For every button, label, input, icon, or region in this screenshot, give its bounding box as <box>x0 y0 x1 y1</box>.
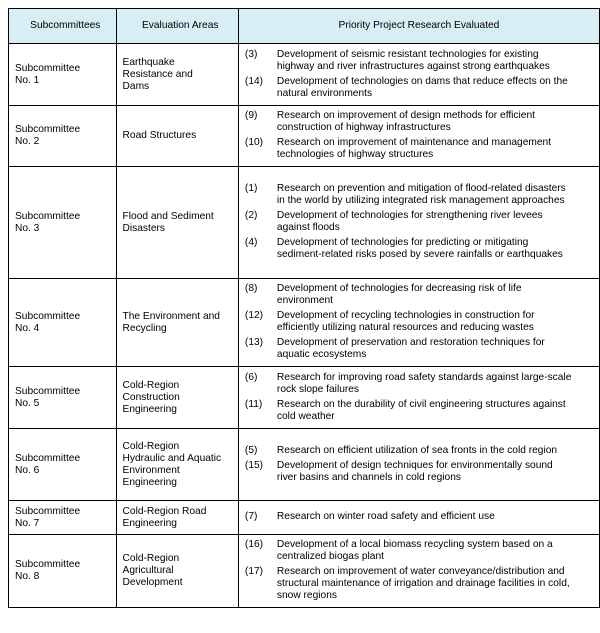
evaluation-area-cell <box>116 106 238 167</box>
research-item-number: (10) <box>244 137 264 148</box>
evaluation-area-cell <box>116 429 238 501</box>
evaluation-area-line: The Environment and <box>122 310 220 322</box>
research-list-cell <box>238 367 599 429</box>
research-item-text <box>277 511 593 523</box>
research-item-line: cold weather <box>276 410 335 422</box>
research-item-line: snow regions <box>276 590 337 601</box>
subcommittee-cell <box>9 44 117 106</box>
research-item <box>245 399 593 423</box>
subcommittee-cell <box>9 501 117 535</box>
research-item-number: (2) <box>244 210 258 221</box>
subcommittee-cell <box>9 167 117 279</box>
research-item <box>245 511 593 523</box>
research-item-line: environment <box>276 295 333 306</box>
research-item-text <box>277 76 593 100</box>
evaluation-area-line: Development <box>122 577 183 588</box>
research-item <box>245 460 593 484</box>
evaluation-area-line: Cold-Region <box>122 553 180 564</box>
research-item-number: (4) <box>244 237 258 248</box>
subcommittee-line: Subcommittee <box>15 385 81 397</box>
subcommittee-line: Subcommittee <box>15 505 81 517</box>
subcommittee-line: Subcommittee <box>15 62 81 74</box>
research-item-number: (14) <box>244 75 264 87</box>
table-row <box>9 167 600 279</box>
subcommittee-line: Subcommittee <box>15 559 81 570</box>
research-item-text <box>277 49 593 73</box>
evaluation-area-line: Construction <box>122 391 180 403</box>
subcommittee-line: Subcommittee <box>15 124 81 135</box>
research-list-cell <box>238 44 599 106</box>
research-item-line: Research on winter road safety and efficient use <box>276 511 495 522</box>
research-item-number: (17) <box>244 566 264 577</box>
evaluation-area-cell <box>116 501 238 535</box>
evaluation-table <box>8 8 600 608</box>
research-item-text <box>277 137 593 161</box>
research-item <box>245 137 593 161</box>
research-item-line: Research for improving road safety standards against large-scale <box>276 371 572 383</box>
subcommittee-line: Subcommittee <box>15 452 81 464</box>
research-item <box>245 337 593 361</box>
table-row <box>9 501 600 535</box>
research-item-line: aquatic ecosystems <box>276 349 367 360</box>
subcommittee-line: No. 3 <box>15 222 40 234</box>
research-item <box>245 49 593 73</box>
research-item-text <box>277 566 593 602</box>
research-item <box>245 110 593 134</box>
research-item-line: Research on improvement of maintenance and management <box>276 137 552 148</box>
research-item-text <box>277 210 593 234</box>
research-item-text <box>277 283 593 307</box>
subcommittee-line: No. 6 <box>15 464 40 476</box>
research-item-line: river basins and channels in cold regions <box>276 471 461 483</box>
header-priority-research: Priority Project Research Evaluated <box>238 9 599 44</box>
research-item-text <box>277 310 593 334</box>
header-evaluation-areas: Evaluation Areas <box>116 9 238 44</box>
research-item-line: Development of technologies for strengthening river levees <box>276 210 543 221</box>
research-item <box>245 539 593 563</box>
research-item <box>245 445 593 457</box>
research-item-line: construction of highway infrastructures <box>276 122 451 133</box>
research-item-number: (16) <box>244 539 264 550</box>
subcommittee-cell <box>9 106 117 167</box>
evaluation-area-line: Agricultural <box>122 565 174 576</box>
table-row <box>9 279 600 367</box>
research-item <box>245 283 593 307</box>
subcommittee-line: No. 4 <box>15 322 40 334</box>
subcommittee-cell <box>9 367 117 429</box>
subcommittee-cell <box>9 279 117 367</box>
research-item-line: Development of preservation and restoration techniques for <box>276 337 545 348</box>
evaluation-area-line: Hydraulic and Aquatic <box>122 452 222 464</box>
research-item-line: Research on efficient utilization of sea fronts in the cold region <box>276 444 558 456</box>
research-item-text <box>277 372 593 396</box>
evaluation-area-cell <box>116 367 238 429</box>
research-item-line: Research on improvement of design methods for efficient <box>276 110 535 121</box>
subcommittee-line: No. 1 <box>15 74 40 86</box>
research-item <box>245 183 593 207</box>
research-item-line: highway and river infrastructures against strong earthquakes <box>276 60 550 72</box>
research-item-line: Development of technologies for decreasing risk of life <box>276 283 522 294</box>
research-item-line: Development of recycling technologies in construction for <box>276 310 535 321</box>
evaluation-area-line: Road Structures <box>122 130 197 141</box>
research-item-line: Research on prevention and mitigation of flood-related disasters <box>276 183 566 194</box>
research-item-text <box>277 460 593 484</box>
table-row <box>9 429 600 501</box>
research-list-cell <box>238 429 599 501</box>
research-item-text <box>277 337 593 361</box>
research-item-number: (13) <box>244 337 264 348</box>
research-list-cell <box>238 535 599 608</box>
research-item-line: natural environments <box>276 87 373 99</box>
research-item <box>245 237 593 261</box>
research-item-number: (5) <box>244 444 258 456</box>
research-item-line: rock slope failures <box>276 383 360 395</box>
evaluation-area-cell <box>116 44 238 106</box>
research-item-text <box>277 110 593 134</box>
research-item-number: (6) <box>244 371 258 383</box>
evaluation-area-cell <box>116 279 238 367</box>
subcommittee-line: No. 8 <box>15 571 40 582</box>
research-item-number: (1) <box>244 183 258 194</box>
evaluation-area-line: Cold-Region <box>122 379 180 391</box>
research-item-line: Research on improvement of water conveyance/distribution and <box>276 566 565 577</box>
research-item-text <box>277 399 593 423</box>
research-item <box>245 566 593 602</box>
research-item-line: Development of design techniques for environmentally sound <box>276 459 553 471</box>
table-row <box>9 535 600 608</box>
research-list-cell <box>238 501 599 535</box>
research-item-line: centralized biogas plant <box>276 551 384 562</box>
research-item <box>245 210 593 234</box>
subcommittee-line: Subcommittee <box>15 310 81 322</box>
evaluation-area-line: Engineering <box>122 476 177 488</box>
research-item-line: efficiently utilizing natural resources and reducing wastes <box>276 322 534 333</box>
research-item-line: Research on the durability of civil engineering structures against <box>276 398 566 410</box>
evaluation-area-line: Flood and Sediment <box>122 210 214 222</box>
evaluation-area-line: Recycling <box>122 322 167 334</box>
header-row <box>9 9 600 44</box>
evaluation-area-line: Cold-Region <box>122 440 180 452</box>
evaluation-area-line: Dams <box>122 80 150 92</box>
research-list-cell <box>238 106 599 167</box>
research-item-line: Development of a local biomass recycling system based on a <box>276 539 553 550</box>
subcommittee-cell <box>9 535 117 608</box>
research-item <box>245 310 593 334</box>
research-item-number: (15) <box>244 459 264 471</box>
evaluation-area-line: Environment <box>122 464 180 476</box>
research-item-number: (8) <box>244 283 258 294</box>
evaluation-area-line: Disasters <box>122 222 166 234</box>
evaluation-area-cell <box>116 167 238 279</box>
research-item-line: Development of technologies for predicting or mitigating <box>276 237 529 248</box>
table-row <box>9 367 600 429</box>
research-item <box>245 76 593 100</box>
research-item-text <box>277 237 593 261</box>
subcommittee-line: No. 7 <box>15 517 40 529</box>
research-item-text <box>277 183 593 207</box>
table-row <box>9 44 600 106</box>
research-item-line: technologies of highway structures <box>276 149 434 160</box>
research-item-line: structural maintenance of irrigation and drainage facilities in cold, <box>276 578 570 589</box>
subcommittee-line: No. 2 <box>15 136 40 147</box>
research-list-cell <box>238 167 599 279</box>
research-item-number: (3) <box>244 48 258 60</box>
subcommittee-line: Subcommittee <box>15 210 81 222</box>
research-item-line: Development of seismic resistant technologies for existing <box>276 48 539 60</box>
evaluation-area-line: Cold-Region Road <box>122 505 207 517</box>
research-list-cell <box>238 279 599 367</box>
research-item-line: Development of technologies on dams that reduce effects on the <box>276 75 568 87</box>
research-item <box>245 372 593 396</box>
evaluation-area-line: Engineering <box>122 403 177 415</box>
research-item-number: (7) <box>244 511 258 522</box>
research-item-line: sediment-related risks posed by severe rainfalls or earthquakes <box>276 249 563 260</box>
research-item-text <box>277 539 593 563</box>
subcommittee-line: No. 5 <box>15 397 40 409</box>
table-row <box>9 106 600 167</box>
research-item-line: against floods <box>276 222 340 233</box>
evaluation-area-cell <box>116 535 238 608</box>
research-item-number: (9) <box>244 110 258 121</box>
subcommittee-cell <box>9 429 117 501</box>
evaluation-area-line: Resistance and <box>122 68 193 80</box>
research-item-number: (11) <box>244 398 263 410</box>
header-subcommittees: Subcommittees <box>9 9 117 44</box>
research-item-number: (12) <box>244 310 264 321</box>
evaluation-area-line: Engineering <box>122 517 177 529</box>
research-item-line: in the world by utilizing integrated risk management approaches <box>276 195 565 206</box>
evaluation-area-line: Earthquake <box>122 56 175 68</box>
research-item-text <box>277 445 593 457</box>
